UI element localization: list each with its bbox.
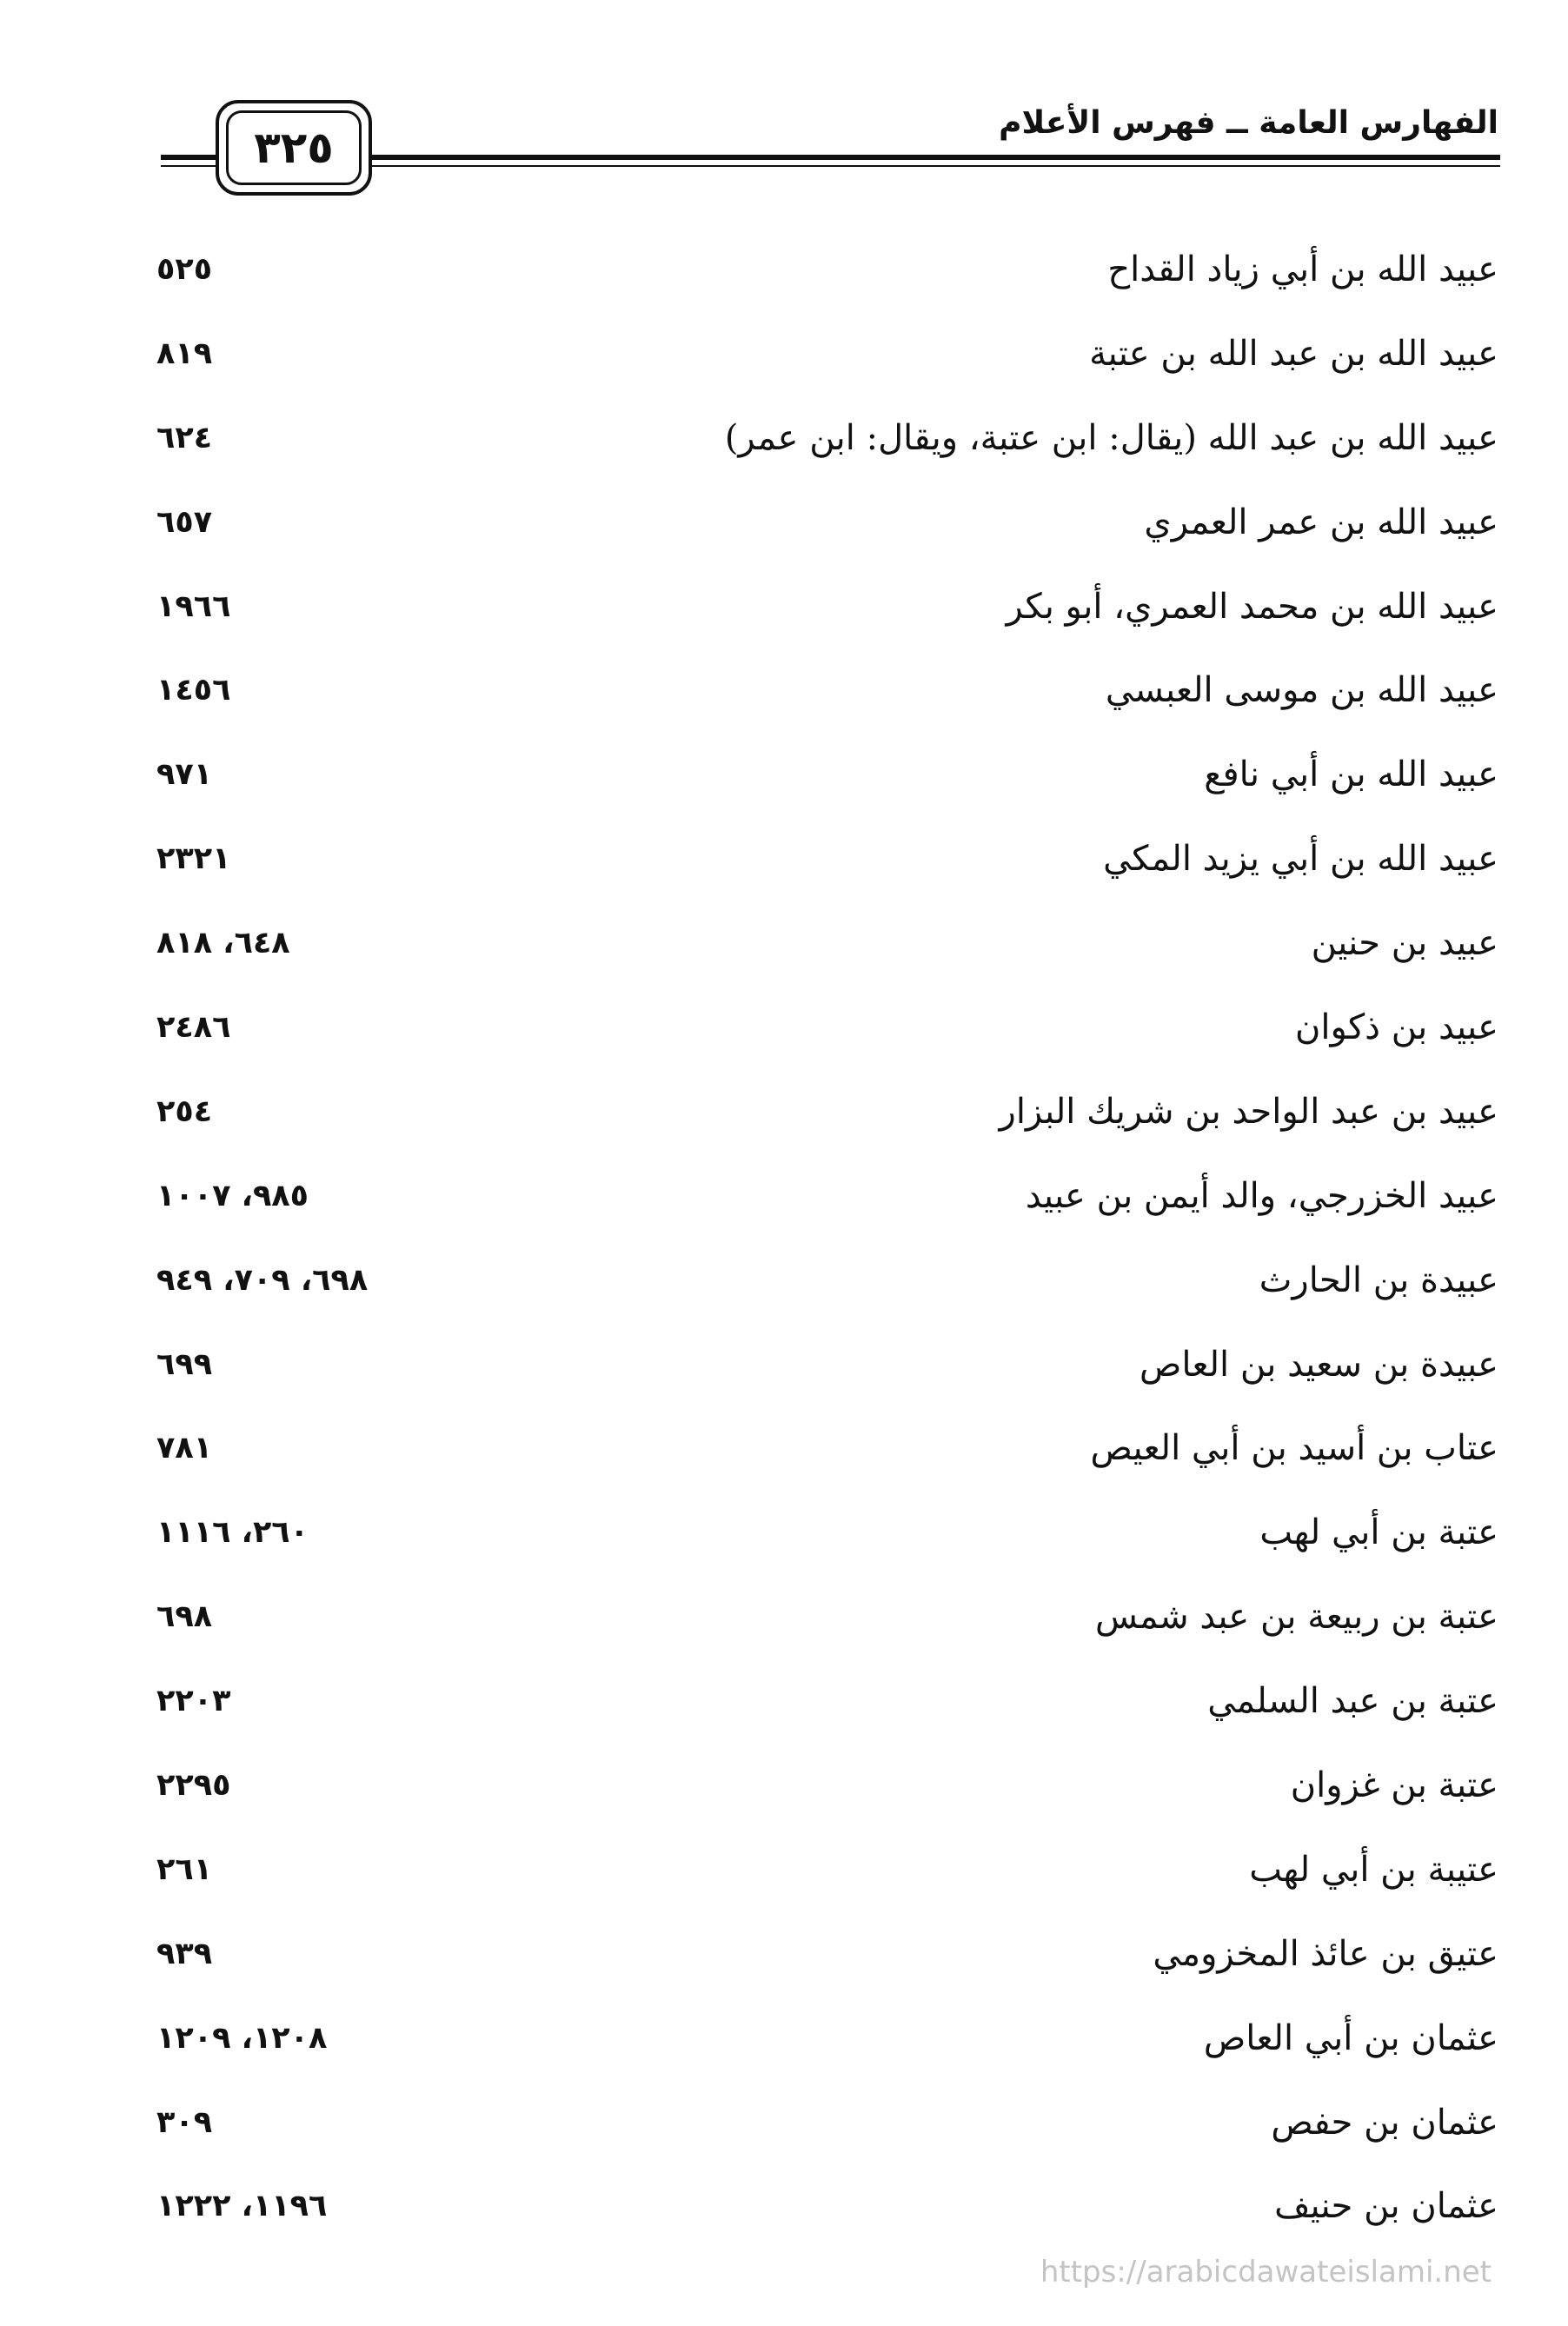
entry-name: عتيق بن عائذ المخزومي [1153, 1933, 1498, 1974]
entry-pages: ٢٥٤ [156, 1093, 213, 1129]
entry-pages: ٩٨٥، ١٠٠٧ [156, 1178, 309, 1213]
index-entry [156, 986, 1498, 1070]
entry-pages: ٦٩٨ [156, 1599, 213, 1635]
entry-name: عبيد الله بن أبي نافع [1204, 754, 1498, 795]
index-entry [156, 228, 1498, 312]
index-list [156, 228, 1498, 2249]
entry-name: عثمان بن أبي العاص [1203, 2017, 1498, 2058]
index-entry [156, 733, 1498, 817]
entry-pages: ١١٩٦، ١٢٢٢ [156, 2189, 328, 2224]
entry-name: عبيد الله بن عمر العمري [1144, 502, 1498, 542]
entry-pages: ٢٦٠، ١١١٦ [156, 1515, 309, 1551]
entry-name: عبيد بن عبد الواحد بن شريك البزار [999, 1091, 1498, 1132]
entry-name: عبيد الله بن موسى العبسي [1105, 670, 1498, 711]
entry-pages: ٨١٩ [156, 336, 213, 371]
index-entry [156, 901, 1498, 986]
index-entry [156, 817, 1498, 901]
entry-pages: ٧٨١ [156, 1431, 213, 1466]
page-number-frame [216, 100, 372, 196]
index-entry [156, 1406, 1498, 1491]
index-entry [156, 312, 1498, 396]
index-entry [156, 1744, 1498, 1828]
index-entry [156, 2164, 1498, 2249]
entry-pages: ٦٥٧ [156, 504, 213, 540]
entry-pages: ٦٩٨، ٧٠٩، ٩٤٩ [156, 1262, 369, 1298]
entry-name: عبيد الله بن محمد العمري، أبو بكر [1006, 586, 1498, 627]
entry-pages: ٦٤٨، ٨١٨ [156, 926, 290, 961]
running-title: الفهارس العامة ــ فهرس الأعلام [999, 105, 1498, 141]
page-number: ٣٢٥ [254, 123, 334, 173]
entry-name: عتبة بن ربيعة بن عبد شمس [1094, 1597, 1498, 1638]
entry-name: عتبة بن غزوان [1290, 1765, 1498, 1806]
entry-pages: ٣٠٩ [156, 2104, 213, 2140]
entry-name: عبيد الله بن عبد الله (يقال: ابن عتبة، ويقال: ابن عمر) [724, 417, 1498, 458]
entry-pages: ١٢٠٨، ١٢٠٩ [156, 2020, 328, 2056]
entry-name: عثمان بن حفص [1271, 2102, 1498, 2143]
entry-name: عتاب بن أسيد بن أبي العيص [1090, 1428, 1498, 1469]
index-entry [156, 565, 1498, 649]
entry-name: عبيد الخزرجي، والد أيمن بن عبيد [1025, 1175, 1498, 1216]
watermark-url: https://arabicdawateislami.net [1040, 2255, 1492, 2289]
entry-name: عبيد بن ذكوان [1294, 1007, 1498, 1048]
page-number-inner-frame [226, 110, 362, 185]
entry-pages: ٦٩٩ [156, 1346, 213, 1382]
index-entry [156, 1239, 1498, 1323]
entry-name: عبيدة بن الحارث [1259, 1259, 1498, 1300]
index-entry [156, 1154, 1498, 1239]
entry-pages: ٢٤٨٦ [156, 1010, 231, 1046]
index-entry [156, 1491, 1498, 1575]
entry-name: عبيد الله بن أبي يزيد المكي [1103, 839, 1498, 880]
entry-name: عتبة بن عبد السلمي [1207, 1681, 1498, 1722]
index-entry [156, 1659, 1498, 1744]
entry-pages: ٩٣٩ [156, 1936, 213, 1971]
index-entry [156, 1912, 1498, 1997]
entry-pages: ١٩٦٦ [156, 588, 231, 624]
entry-pages: ٥٢٥ [156, 252, 213, 287]
entry-pages: ٢٢٩٥ [156, 1768, 231, 1804]
entry-name: عثمان بن حنيف [1274, 2186, 1498, 2227]
entry-pages: ٩٧١ [156, 757, 213, 793]
entry-name: عبيد بن حنين [1311, 923, 1498, 964]
index-entry [156, 1323, 1498, 1407]
entry-name: عتبة بن أبي لهب [1259, 1512, 1498, 1553]
entry-pages: ٦٢٤ [156, 420, 213, 455]
index-entry [156, 1070, 1498, 1154]
entry-pages: ٢٢٠٣ [156, 1684, 231, 1719]
index-entry [156, 396, 1498, 481]
index-entry [156, 1828, 1498, 1912]
index-entry [156, 481, 1498, 565]
index-entry [156, 2081, 1498, 2165]
entry-pages: ١٤٥٦ [156, 673, 231, 708]
entry-name: عتيبة بن أبي لهب [1249, 1849, 1498, 1890]
entry-pages: ٢٣٢١ [156, 841, 231, 877]
entry-name: عبيدة بن سعيد بن العاص [1139, 1344, 1498, 1385]
entry-name: عبيد الله بن عبد الله بن عتبة [1089, 333, 1498, 374]
entry-name: عبيد الله بن أبي زياد القداح [1107, 249, 1498, 289]
entry-pages: ٢٦١ [156, 1851, 213, 1887]
index-entry [156, 1997, 1498, 2081]
index-entry [156, 1575, 1498, 1659]
index-entry [156, 648, 1498, 733]
